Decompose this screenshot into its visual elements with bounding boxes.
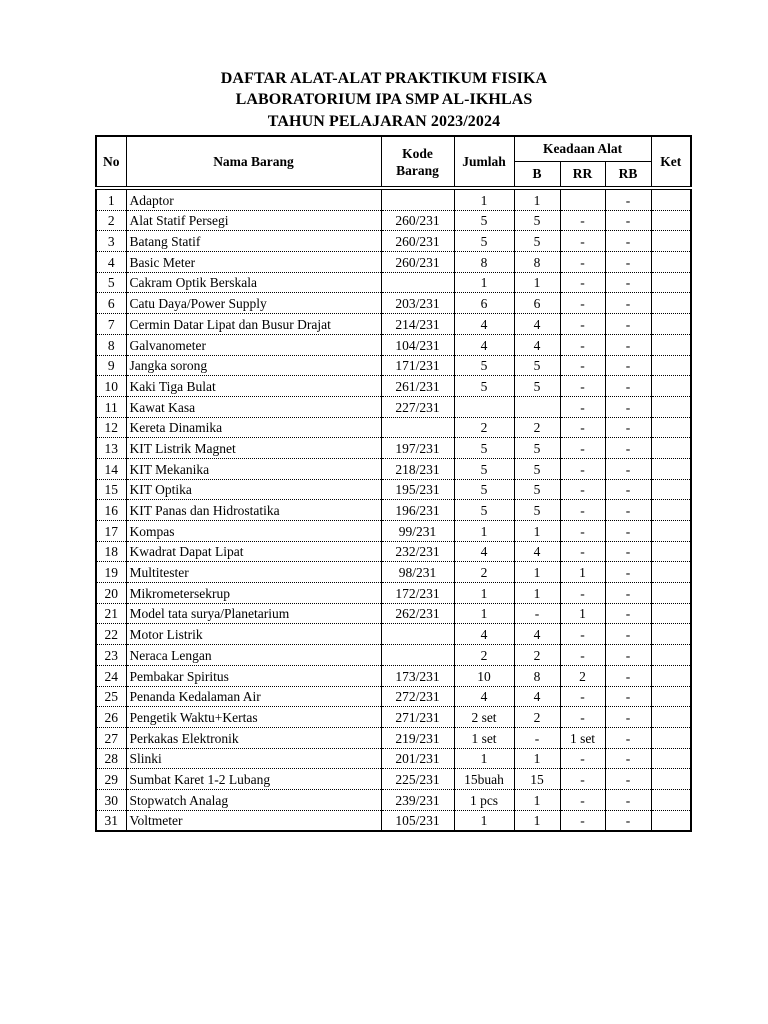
cell-kode-barang [381,417,454,438]
cell-kode-barang: 172/231 [381,583,454,604]
cell-rr: - [560,396,605,417]
cell-no: 11 [96,396,126,417]
cell-ket [651,810,691,831]
cell-b: 5 [514,479,560,500]
cell-kode-barang: 171/231 [381,355,454,376]
cell-b: 2 [514,707,560,728]
cell-ket [651,727,691,748]
cell-rb: - [605,603,651,624]
cell-ket [651,438,691,459]
cell-kode-barang: 196/231 [381,500,454,521]
cell-ket [651,583,691,604]
table-row [96,252,691,273]
cell-kode-barang: 260/231 [381,252,454,273]
cell-kode-barang: 105/231 [381,810,454,831]
cell-kode-barang: 173/231 [381,665,454,686]
cell-jumlah: 6 [454,293,514,314]
cell-jumlah: 1 [454,521,514,542]
cell-b: 5 [514,355,560,376]
cell-rb: - [605,500,651,521]
table-body [96,188,691,831]
table-row [96,624,691,645]
cell-b: 4 [514,686,560,707]
cell-kode-barang: 197/231 [381,438,454,459]
cell-nama-barang: Kereta Dinamika [126,417,381,438]
cell-nama-barang: KIT Mekanika [126,458,381,479]
cell-rb: - [605,479,651,500]
table-row [96,727,691,748]
cell-jumlah: 15buah [454,769,514,790]
cell-nama-barang: Slinki [126,748,381,769]
cell-nama-barang: Kompas [126,521,381,542]
cell-rb: - [605,789,651,810]
title-line-3: TAHUN PELAJARAN 2023/2024 [267,113,501,130]
table-row [96,665,691,686]
cell-kode-barang: 214/231 [381,314,454,335]
cell-rr: 2 [560,665,605,686]
cell-rb: - [605,769,651,790]
cell-nama-barang: Multitester [126,562,381,583]
cell-ket [651,376,691,397]
title-line-2: LABORATORIUM IPA SMP AL-IKHLAS [235,91,533,108]
cell-rr: - [560,334,605,355]
cell-b: - [514,603,560,624]
cell-rb: - [605,583,651,604]
cell-ket [651,603,691,624]
cell-kode-barang: 272/231 [381,686,454,707]
cell-ket [651,562,691,583]
table-row [96,334,691,355]
header-nama-barang: Nama Barang [126,136,381,188]
cell-jumlah: 1 [454,272,514,293]
table-row [96,293,691,314]
cell-b: 5 [514,500,560,521]
cell-no: 8 [96,334,126,355]
cell-no: 5 [96,272,126,293]
cell-ket [651,396,691,417]
cell-b: 5 [514,231,560,252]
table-row [96,376,691,397]
cell-ket [651,188,691,210]
cell-rr: - [560,231,605,252]
cell-rr: 1 [560,562,605,583]
cell-no: 24 [96,665,126,686]
cell-ket [651,645,691,666]
header-kode-barang [381,136,454,188]
cell-nama-barang: KIT Listrik Magnet [126,438,381,459]
cell-nama-barang: Alat Statif Persegi [126,210,381,231]
cell-jumlah: 5 [454,355,514,376]
cell-nama-barang: Pembakar Spiritus [126,665,381,686]
cell-b: - [514,727,560,748]
cell-no: 15 [96,479,126,500]
cell-no: 21 [96,603,126,624]
cell-ket [651,624,691,645]
cell-ket [651,521,691,542]
cell-rb: - [605,210,651,231]
cell-jumlah: 2 [454,562,514,583]
cell-rb: - [605,727,651,748]
cell-jumlah: 1 [454,583,514,604]
cell-jumlah: 1 [454,188,514,210]
cell-kode-barang: 271/231 [381,707,454,728]
cell-ket [651,458,691,479]
header-kode-line1: Kode [402,145,433,161]
cell-kode-barang: 260/231 [381,231,454,252]
cell-nama-barang: Kwadrat Dapat Lipat [126,541,381,562]
cell-kode-barang [381,624,454,645]
cell-rb: - [605,438,651,459]
cell-ket [651,500,691,521]
header-jumlah: Jumlah [454,136,514,188]
table-row [96,583,691,604]
cell-rr: - [560,210,605,231]
cell-b: 5 [514,458,560,479]
cell-ket [651,686,691,707]
cell-b: 4 [514,541,560,562]
cell-nama-barang: Motor Listrik [126,624,381,645]
cell-rb: - [605,334,651,355]
cell-kode-barang: 239/231 [381,789,454,810]
cell-jumlah: 5 [454,231,514,252]
cell-ket [651,293,691,314]
table-row [96,479,691,500]
cell-b: 4 [514,314,560,335]
cell-b [514,396,560,417]
cell-nama-barang: Sumbat Karet 1-2 Lubang [126,769,381,790]
cell-nama-barang: Catu Daya/Power Supply [126,293,381,314]
cell-nama-barang: Pengetik Waktu+Kertas [126,707,381,728]
cell-jumlah: 1 [454,810,514,831]
cell-b: 15 [514,769,560,790]
cell-no: 18 [96,541,126,562]
cell-rr: 1 [560,603,605,624]
cell-rr: - [560,458,605,479]
table-row [96,789,691,810]
cell-no: 23 [96,645,126,666]
cell-kode-barang [381,188,454,210]
cell-b: 2 [514,645,560,666]
cell-rb: - [605,541,651,562]
table-row [96,417,691,438]
cell-rb: - [605,231,651,252]
header-rr: RR [560,162,605,189]
header-kode-line2: Barang [396,162,439,178]
cell-no: 7 [96,314,126,335]
cell-b: 8 [514,665,560,686]
table-row [96,210,691,231]
cell-rr: - [560,645,605,666]
cell-kode-barang: 99/231 [381,521,454,542]
cell-kode-barang: 201/231 [381,748,454,769]
cell-jumlah: 5 [454,210,514,231]
cell-nama-barang: KIT Panas dan Hidrostatika [126,500,381,521]
cell-jumlah: 2 [454,417,514,438]
cell-rb: - [605,458,651,479]
cell-jumlah: 5 [454,479,514,500]
inventory-table [95,135,692,832]
cell-nama-barang: Adaptor [126,188,381,210]
table-row [96,541,691,562]
cell-jumlah: 4 [454,334,514,355]
document-title [0,68,768,132]
cell-kode-barang: 104/231 [381,334,454,355]
cell-no: 31 [96,810,126,831]
cell-rb: - [605,376,651,397]
cell-rr: - [560,583,605,604]
cell-no: 14 [96,458,126,479]
cell-rb: - [605,665,651,686]
cell-no: 26 [96,707,126,728]
cell-jumlah: 1 [454,748,514,769]
cell-b: 1 [514,810,560,831]
table-row [96,500,691,521]
cell-rb: - [605,707,651,728]
cell-no: 10 [96,376,126,397]
cell-jumlah: 5 [454,458,514,479]
cell-rr: - [560,624,605,645]
cell-nama-barang: Neraca Lengan [126,645,381,666]
cell-jumlah: 5 [454,438,514,459]
table-row [96,562,691,583]
cell-nama-barang: KIT Optika [126,479,381,500]
cell-rr: - [560,521,605,542]
cell-b: 5 [514,376,560,397]
cell-b: 1 [514,583,560,604]
cell-kode-barang: 261/231 [381,376,454,397]
cell-kode-barang: 232/231 [381,541,454,562]
cell-ket [651,314,691,335]
cell-kode-barang: 219/231 [381,727,454,748]
cell-b: 6 [514,293,560,314]
cell-no: 30 [96,789,126,810]
cell-no: 20 [96,583,126,604]
cell-b: 1 [514,188,560,210]
cell-ket [651,417,691,438]
cell-kode-barang [381,645,454,666]
cell-b: 1 [514,789,560,810]
cell-b: 1 [514,521,560,542]
cell-no: 3 [96,231,126,252]
cell-rr: - [560,707,605,728]
cell-no: 9 [96,355,126,376]
cell-rb: - [605,355,651,376]
cell-nama-barang: Basic Meter [126,252,381,273]
table-row [96,707,691,728]
table-row [96,438,691,459]
cell-nama-barang: Batang Statif [126,231,381,252]
title-line-1: DAFTAR ALAT-ALAT PRAKTIKUM FISIKA [220,70,548,87]
cell-kode-barang: 227/231 [381,396,454,417]
cell-nama-barang: Mikrometersekrup [126,583,381,604]
cell-nama-barang: Cakram Optik Berskala [126,272,381,293]
cell-no: 22 [96,624,126,645]
cell-rr: - [560,314,605,335]
table-row [96,810,691,831]
table-row [96,188,691,210]
cell-kode-barang: 218/231 [381,458,454,479]
header-rb: RB [605,162,651,189]
cell-rr: 1 set [560,727,605,748]
cell-b: 1 [514,748,560,769]
cell-rb: - [605,396,651,417]
cell-ket [651,252,691,273]
table-row [96,686,691,707]
cell-ket [651,272,691,293]
cell-b: 5 [514,438,560,459]
cell-rr: - [560,748,605,769]
cell-jumlah: 4 [454,624,514,645]
cell-ket [651,210,691,231]
cell-jumlah: 4 [454,541,514,562]
cell-rb: - [605,810,651,831]
cell-ket [651,231,691,252]
cell-rr: - [560,376,605,397]
cell-rr: - [560,769,605,790]
cell-rb: - [605,562,651,583]
cell-no: 1 [96,188,126,210]
cell-rr: - [560,417,605,438]
cell-no: 19 [96,562,126,583]
cell-rr [560,188,605,210]
cell-rr: - [560,272,605,293]
cell-nama-barang: Penanda Kedalaman Air [126,686,381,707]
cell-ket [651,541,691,562]
header-no: No [96,136,126,188]
header-ket: Ket [651,136,691,188]
cell-rr: - [560,438,605,459]
cell-jumlah: 10 [454,665,514,686]
cell-ket [651,665,691,686]
cell-rr: - [560,789,605,810]
header-keadaan-alat: Keadaan Alat [514,136,651,162]
cell-nama-barang: Kaki Tiga Bulat [126,376,381,397]
cell-nama-barang: Jangka sorong [126,355,381,376]
cell-no: 16 [96,500,126,521]
cell-b: 4 [514,334,560,355]
cell-rr: - [560,500,605,521]
cell-rb: - [605,521,651,542]
cell-rb: - [605,188,651,210]
cell-rr: - [560,686,605,707]
cell-no: 17 [96,521,126,542]
cell-no: 29 [96,769,126,790]
cell-kode-barang [381,272,454,293]
cell-rb: - [605,314,651,335]
cell-nama-barang: Kawat Kasa [126,396,381,417]
cell-ket [651,748,691,769]
cell-no: 25 [96,686,126,707]
table-header [96,136,691,188]
cell-rb: - [605,252,651,273]
cell-b: 8 [514,252,560,273]
cell-ket [651,789,691,810]
cell-b: 4 [514,624,560,645]
cell-rr: - [560,293,605,314]
header-b: B [514,162,560,189]
cell-rr: - [560,252,605,273]
cell-rb: - [605,748,651,769]
table-row [96,769,691,790]
cell-kode-barang: 195/231 [381,479,454,500]
cell-jumlah: 5 [454,500,514,521]
cell-nama-barang: Model tata surya/Planetarium [126,603,381,624]
cell-ket [651,355,691,376]
table-row [96,748,691,769]
cell-no: 6 [96,293,126,314]
cell-jumlah: 8 [454,252,514,273]
cell-kode-barang: 262/231 [381,603,454,624]
cell-nama-barang: Galvanometer [126,334,381,355]
cell-rr: - [560,479,605,500]
cell-rb: - [605,417,651,438]
cell-nama-barang: Stopwatch Analag [126,789,381,810]
table-row [96,272,691,293]
cell-kode-barang: 203/231 [381,293,454,314]
cell-b: 1 [514,272,560,293]
cell-jumlah [454,396,514,417]
inventory-sheet [95,135,690,832]
cell-no: 4 [96,252,126,273]
cell-kode-barang: 98/231 [381,562,454,583]
cell-rr: - [560,810,605,831]
table-row [96,458,691,479]
cell-rb: - [605,624,651,645]
cell-rb: - [605,686,651,707]
cell-no: 2 [96,210,126,231]
cell-rr: - [560,541,605,562]
cell-jumlah: 1 pcs [454,789,514,810]
table-row [96,396,691,417]
cell-b: 5 [514,210,560,231]
cell-b: 2 [514,417,560,438]
cell-nama-barang: Voltmeter [126,810,381,831]
table-row [96,314,691,335]
cell-ket [651,334,691,355]
cell-jumlah: 4 [454,686,514,707]
cell-jumlah: 2 set [454,707,514,728]
table-row [96,521,691,542]
cell-no: 27 [96,727,126,748]
table-row [96,231,691,252]
cell-jumlah: 1 [454,603,514,624]
cell-jumlah: 5 [454,376,514,397]
cell-nama-barang: Perkakas Elektronik [126,727,381,748]
cell-rb: - [605,272,651,293]
cell-no: 12 [96,417,126,438]
cell-rb: - [605,293,651,314]
cell-rr: - [560,355,605,376]
table-row [96,645,691,666]
cell-ket [651,769,691,790]
cell-no: 13 [96,438,126,459]
cell-kode-barang: 260/231 [381,210,454,231]
cell-jumlah: 2 [454,645,514,666]
cell-ket [651,707,691,728]
cell-kode-barang: 225/231 [381,769,454,790]
cell-nama-barang: Cermin Datar Lipat dan Busur Drajat [126,314,381,335]
table-row [96,603,691,624]
table-row [96,355,691,376]
cell-jumlah: 4 [454,314,514,335]
cell-no: 28 [96,748,126,769]
cell-b: 1 [514,562,560,583]
cell-jumlah: 1 set [454,727,514,748]
cell-ket [651,479,691,500]
cell-rb: - [605,645,651,666]
